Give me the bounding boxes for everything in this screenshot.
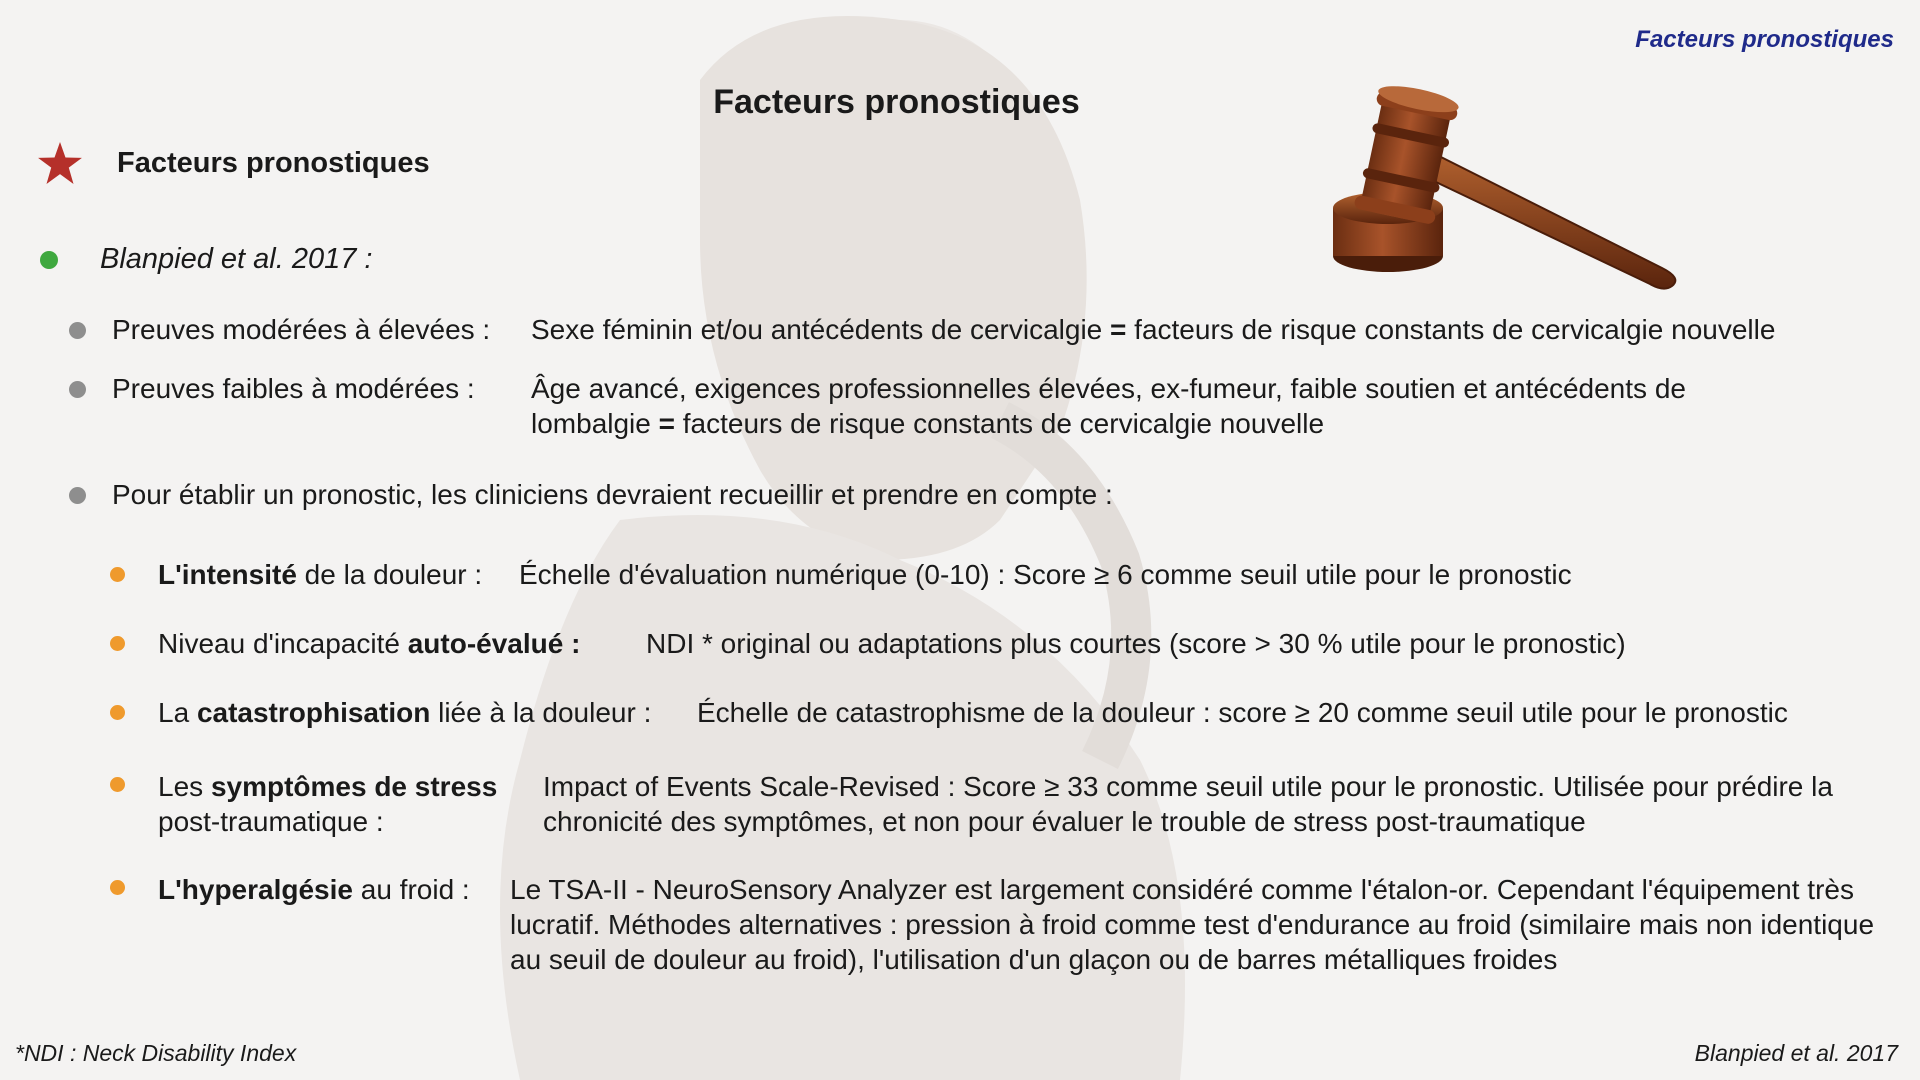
factor-row — [0, 872, 1920, 982]
factor-label: L'intensité de la douleur : — [158, 559, 483, 590]
factor-row — [0, 557, 1920, 597]
factor-label: Les symptômes de stress post-traumatique : — [158, 771, 498, 837]
reference-text: Blanpied et al. 2017 : — [100, 243, 373, 275]
factor-row — [0, 695, 1920, 735]
orange-bullet-icon — [110, 777, 125, 792]
orange-bullet-icon — [110, 567, 125, 582]
factor-label-bold: symptômes de stress — [210, 771, 498, 802]
gray-bullet-icon — [69, 381, 86, 398]
factor-text: NDI * original ou adaptations plus courtes (score > 30 % utile pour le pronostic) — [646, 628, 1626, 659]
factor-label-bold: L'hyperalgésie — [158, 874, 353, 905]
equals-sign: = — [658, 408, 675, 439]
factor-row — [0, 769, 1920, 844]
evidence-text-a: Âge avancé, exigences professionnelles élevées, ex-fumeur, faible soutien et antécédents de lombalgie — [531, 373, 1686, 439]
gray-bullet-icon — [69, 322, 86, 339]
evidence-label: Preuves modérées à élevées : — [112, 314, 491, 345]
evidence-label: Preuves faibles à modérées : — [112, 373, 475, 404]
footnote: *NDI : Neck Disability Index — [15, 1040, 297, 1066]
evidence-text-b: facteurs de risque constants de cervicalgie nouvelle — [675, 408, 1325, 439]
page-title: Facteurs pronostiques — [713, 83, 1080, 121]
factor-text: Le TSA-II - NeuroSensory Analyzer est largement considéré comme l'étalon-or. Cependant l'équipement très lucratif. Méthodes alternatives : pression à froid comme test d'endurance au froid (similaire mais non identique au seuil de douleur au froid), l'utilisation d'un glaçon ou de barres métalliques froides — [510, 874, 1875, 975]
section-heading: Facteurs pronostiques — [117, 146, 430, 179]
factor-label: L'hyperalgésie au froid : — [158, 874, 470, 905]
gray-bullet-icon — [69, 487, 86, 504]
orange-bullet-icon — [110, 636, 125, 651]
factor-label: La catastrophisation liée à la douleur : — [158, 697, 652, 728]
factor-text: Échelle d'évaluation numérique (0-10) : Score ≥ 6 comme seuil utile pour le pronostic — [519, 559, 1572, 590]
evidence-row — [0, 312, 1920, 352]
header-tag: Facteurs pronostiques — [1635, 26, 1894, 53]
evidence-text-b: facteurs de risque constants de cervicalgie nouvelle — [1126, 314, 1776, 345]
prognosis-intro-row — [0, 477, 1920, 517]
gavel-icon — [1332, 78, 1692, 293]
factor-label-bold: catastrophisation — [196, 697, 431, 728]
factor-label-bold: auto-évalué : — [407, 628, 581, 659]
prognosis-intro: Pour établir un pronostic, les cliniciens devraient recueillir et prendre en compte : — [112, 479, 1113, 510]
orange-bullet-icon — [110, 880, 125, 895]
evidence-text-a: Sexe féminin et/ou antécédents de cervicalgie — [531, 314, 1111, 345]
section-heading-row — [38, 142, 430, 184]
evidence-text — [531, 312, 1901, 347]
equals-sign: = — [1110, 314, 1127, 345]
reference-row — [40, 243, 372, 276]
factor-label-bold: L'intensité — [158, 559, 297, 590]
green-bullet-icon — [40, 251, 58, 269]
factor-row — [0, 626, 1920, 666]
factor-text: Échelle de catastrophisme de la douleur : score ≥ 20 comme seuil utile pour le pronostic — [697, 697, 1788, 728]
evidence-row — [0, 371, 1920, 446]
evidence-text — [531, 371, 1786, 441]
orange-bullet-icon — [110, 705, 125, 720]
factor-label: Niveau d'incapacité auto-évalué : — [158, 628, 581, 659]
factor-text: Impact of Events Scale-Revised : Score ≥ 33 comme seuil utile pour le pronostic. Utilisée pour prédire la chronicité des symptômes, et non pour évaluer le trouble de stress post-traumatique — [543, 771, 1833, 837]
footer-reference: Blanpied et al. 2017 — [1694, 1040, 1898, 1066]
star-icon — [38, 142, 82, 184]
